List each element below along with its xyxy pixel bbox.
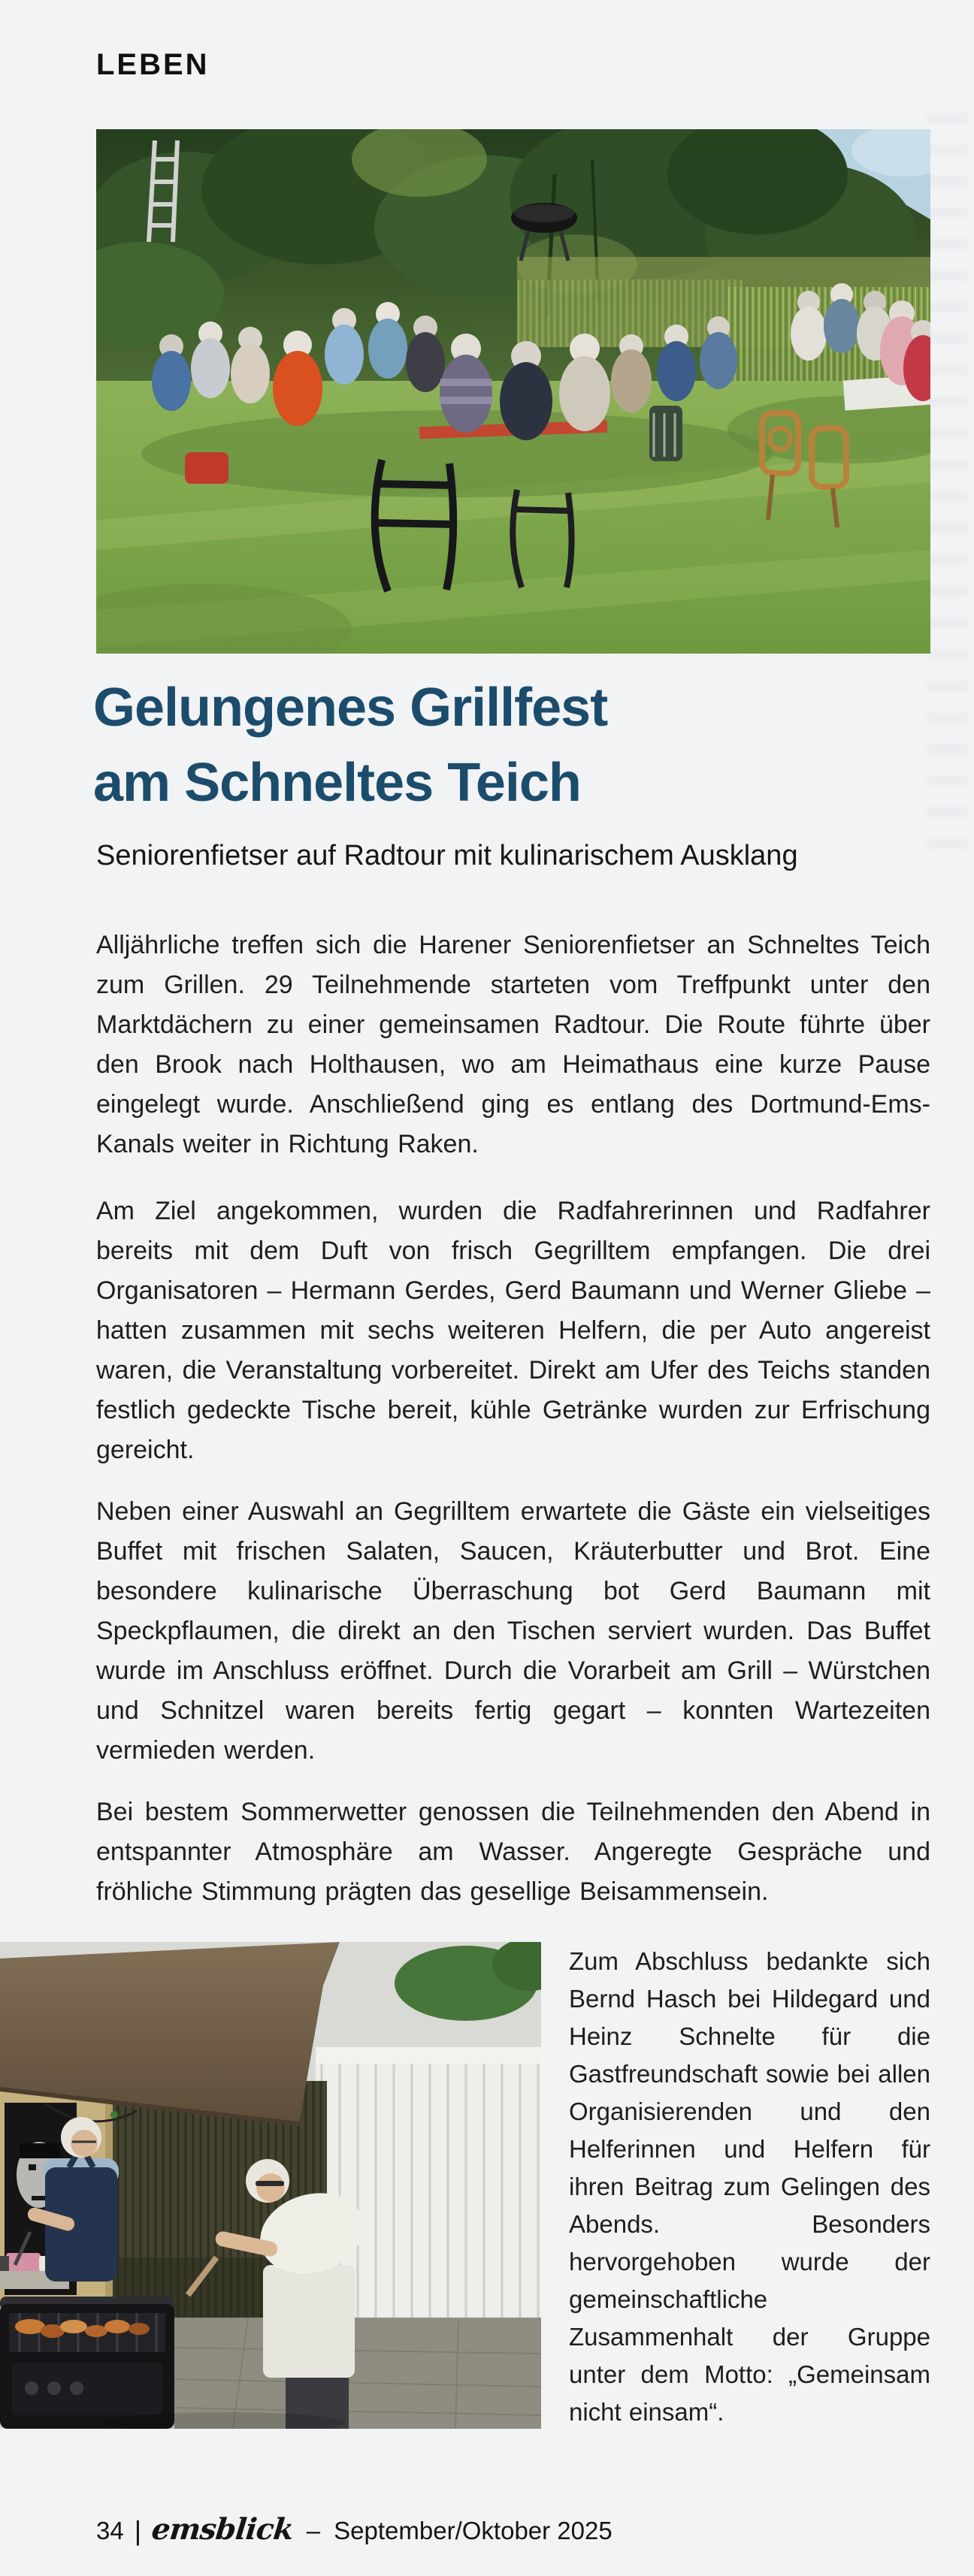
grillfest-group-photo-graphic [96, 129, 930, 654]
article-subtitle: Seniorenfietser auf Radtour mit kulinarischem Ausklang [96, 840, 798, 871]
print-showthrough-artifact [927, 113, 968, 849]
footer-separator: | [134, 2515, 142, 2546]
grilling-men-photo-graphic [0, 1942, 541, 2429]
footer-dash: – [306, 2517, 321, 2544]
footer-magazine-name: emsblick [150, 2512, 295, 2547]
grill-shape [0, 2297, 174, 2429]
article-title [93, 670, 927, 820]
article-paragraph-1: Alljährliche treffen sich die Harener Seniorenfietser an Schneltes Teich zum Grillen. 29 Teilnehmende starteten vom Treffpunkt unter den Marktdächern zu einer gemeinsamen Radtour. Die Route führte über den Brook nach Holthausen, wo am Heimathaus eine kurze Pause eingelegt wurde. Anschließend ging es entlang des Dortmund-Ems-Kanals weiter in Richtung Raken. [96, 931, 930, 1158]
grillfest-group-photo [96, 129, 930, 654]
article-paragraph-4: Bei bestem Sommerwetter genossen die Teilnehmenden den Abend in entspannter Atmosphäre am Wasser. Angeregte Gespräche und fröhliche Stimmung prägten das gesellige Beisammensein. [96, 1798, 930, 1906]
article-title-line2: am Schneltes Teich [93, 753, 581, 813]
article-title-line1: Gelungenes Grillfest [93, 678, 608, 738]
page-footer [96, 2512, 923, 2547]
article-paragraph-5: Zum Abschluss bedankte sich Bernd Hasch bei Hildegard und Heinz Schnelte für die Gastfreundschaft sowie bei allen Organisierenden und den Helferinnen und Helfern für ihren Beitrag zum Gelingen des Abends. Besonders hervorgehoben wurde der gemeinschaftliche Zusammenhalt der Gruppe unter dem Motto: „Gemeinsam nicht einsam“. [569, 1947, 930, 2426]
section-label: LEBEN [96, 48, 210, 81]
grilling-men-photo [0, 1942, 541, 2429]
footer-issue: September/Oktober 2025 [334, 2517, 613, 2544]
article-paragraph-2: Am Ziel angekommen, wurden die Radfahrerinnen und Radfahrer bereits mit dem Duft von frisch Gegrilltem empfangen. Die drei Organisatoren – Hermann Gerdes, Gerd Baumann und Werner Gliebe – hatten zusammen mit sechs weiteren Helfern, die per Auto angereist waren, die Veranstaltung vorbereitet. Direkt am Ufer des Teichs standen festlich gedeckte Tische bereit, kühle Getränke wurden zur Erfrischung gereicht. [96, 1197, 930, 1464]
article-paragraph-3: Neben einer Auswahl an Gegrilltem erwartete die Gäste ein vielseitiges Buffet mit frischen Salaten, Saucen, Kräuterbutter und Brot. Eine besondere kulinarische Überraschung bot Gerd Baumann mit Speckpflaumen, die direkt an den Tischen serviert wurden. Das Buffet wurde im Anschluss eröffnet. Durch die Vorarbeit am Grill – Würstchen und Schnitzel waren bereits fertig gegart – konnten Wartezeiten vermieden werden. [96, 1497, 930, 1765]
footer-page-number: 34 [96, 2517, 124, 2544]
